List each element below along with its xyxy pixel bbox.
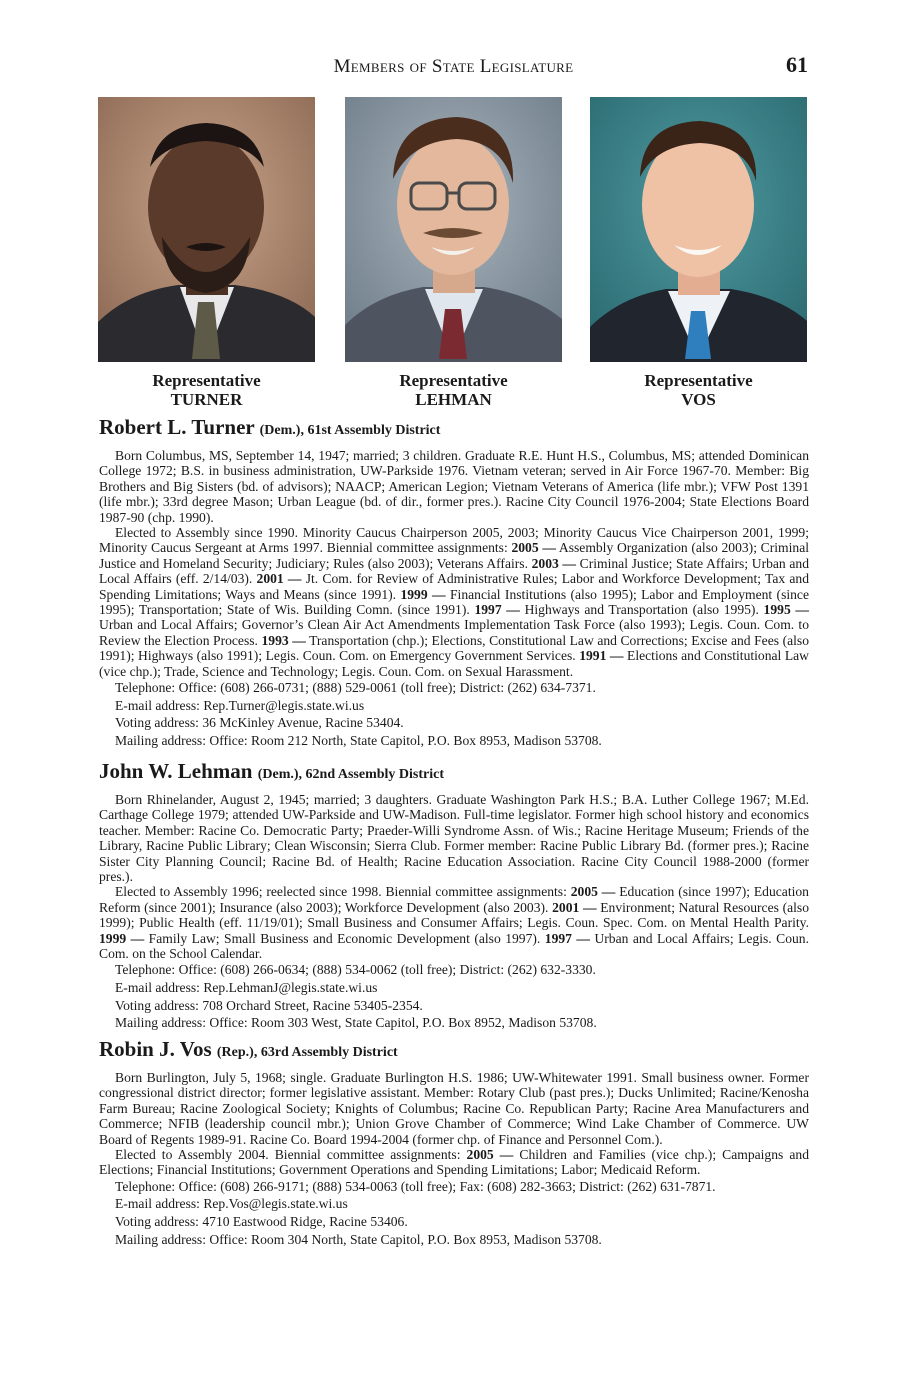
mailing-address-line: Mailing address: Office: Room 303 West, State Capitol, P.O. Box 8952, Madison 53708. [115,1015,597,1031]
bio-personal-paragraph: Born Columbus, MS, September 14, 1947; married; 3 children. Graduate R.E. Hunt H.S., Columbus, MS; attended Dominican College 1972; B.S. in business administration, UW-Parkside 1976. Vietnam veteran; served in Air Force 1967-70. Member: Big Brothers and Big Sisters (bd. of advisors); NAACP; American Legion; Vietnam Veterans of America (life mbr.); VFW Post 1391 (life mbr.); 33rd degree Mason; Urban League (bd. of dir., former pres.). Racine City Council 1976-2004; State Elections Board 1987-90 (chp. 1990). [99,448,809,525]
caption-title: Representative [399,371,508,390]
portrait-photo-lehman [345,97,562,362]
page-number: 61 [786,52,808,77]
photo-caption-lehman [345,371,562,409]
session-year-label: 1997 — [544,930,590,946]
telephone-line: Telephone: Office: (608) 266-9171; (888) 534-0063 (toll free); Fax: (608) 282-3663; District: (262) 631-7871. [115,1178,716,1194]
caption-title: Representative [644,371,753,390]
bio-legislative-paragraph: Elected to Assembly 1996; reelected since 1998. Biennial committee assignments: 2005 — Education (since 1997); Education Reform (since 2001); Insurance (also 2003); Workforce Development (also 2003). 2001 — Environment; Natural Resources (also 1999); Public Health (eff. 11/19/01); Small Business and Consumer Affairs; Legis. Coun. Spec. Com. on Mental Health Parity. 1999 — Family Law; Small Business and Economic Development (also 1997). 1997 — Urban and Local Affairs; Legis. Coun. Com. on the School Calendar. [99,884,810,962]
bio-personal-paragraph: Born Burlington, July 5, 1968; single. Graduate Burlington H.S. 1986; UW-Whitewater 1991. Small business owner. Former congressional district director; former legislative assistant. Member: Rotary Club (past pres.); Ducks Unlimited; Racine/Kenosha Farm Bureau; Racine Zoological Society; Knights of Columbus; Racine Co. Republican Party; Racine Area Manufacturers and Commerce; NFIB (leadership council mbr.); Union Grove Chamber of Commerce; Wind Lake Chamber of Commerce. UW Board of Regents 1989-91. Racine Co. Board 1994-2004 (former chp. of Finance and Personnel Com.). [99,1070,809,1147]
bio-heading [99,1036,809,1066]
email-line: E-mail address: Rep.LehmanJ@legis.state.wi.us [115,980,378,996]
session-year-label: 2005 — [466,1147,514,1163]
email-line: E-mail address: Rep.Turner@legis.state.wi.us [115,697,365,713]
member-name: Robert L. Turner [99,415,255,439]
session-year-label: 1991 — [579,648,624,664]
session-year-label: 2003 — [531,555,577,571]
photo-caption-vos [590,371,807,409]
session-year-label: 2005 — [570,884,616,900]
bio-personal-paragraph: Born Rhinelander, August 2, 1945; married; 3 daughters. Graduate Washington Park H.S.; B.A. Luther College 1967; M.Ed. Carthage College 1979; attended UW-Parkside and UW-Madison. Full-time legislator. Former high school history and economics teacher. Member: Racine Co. Democratic Party; Praeder-Willi Syndrome Assn. of Wis.; Racine Heritage Museum; Friends of the Library, Racine Public Library; Clean Wisconsin; Sierra Club. Former member: Racine Public Library Bd. (former pres.); Racine Sister City Planning Council; Racine Bd. of Health; Racine Education Association. Racine City Council 1988-2000 (former pres.). [99,792,809,885]
caption-name: VOS [681,390,716,409]
caption-title: Representative [152,371,261,390]
session-year-label: 2005 — [511,540,556,556]
member-affiliation: (Dem.), 62nd Assembly District [257,767,444,782]
session-year-label: 2001 — [256,571,302,587]
voting-address-line: Voting address: 36 McKinley Avenue, Racine 53404. [115,715,404,731]
bio-heading [99,414,809,444]
photo-caption-turner [98,371,315,409]
bio-section-lehman [99,758,809,1032]
telephone-line: Telephone: Office: (608) 266-0731; (888) 529-0061 (toll free); District: (262) 634-7371. [115,680,596,696]
telephone-line: Telephone: Office: (608) 266-0634; (888) 534-0062 (toll free); District: (262) 632-3330. [115,962,596,978]
voting-address-line: Voting address: 4710 Eastwood Ridge, Racine 53406. [115,1214,408,1230]
caption-name: TURNER [170,390,243,409]
mailing-address-line: Mailing address: Office: Room 212 North, State Capitol, P.O. Box 8953, Madison 53708. [115,732,602,748]
session-year-label: 2001 — [552,899,597,915]
session-year-label: 1999 — [99,930,145,946]
mailing-address-line: Mailing address: Office: Room 304 North, State Capitol, P.O. Box 8953, Madison 53708. [115,1231,602,1247]
portrait-photo-turner [98,97,315,362]
voting-address-line: Voting address: 708 Orchard Street, Racine 53405-2354. [115,997,423,1013]
member-name: John W. Lehman [99,759,253,783]
member-affiliation: (Dem.), 61st Assembly District [259,423,441,438]
member-name: Robin J. Vos [99,1037,212,1061]
session-year-label: 1995 — [763,602,810,618]
bio-section-vos [99,1036,809,1248]
bio-section-turner [99,414,809,749]
email-line: E-mail address: Rep.Vos@legis.state.wi.us [115,1196,348,1212]
session-year-label: 1999 — [400,586,446,602]
bio-legislative-paragraph: Elected to Assembly since 1990. Minority Caucus Chairperson 2005, 2003; Minority Caucus Vice Chairperson 2001, 1999; Minority Caucus Sergeant at Arms 1997. Biennial committee assignments: 2005 — Assembly Organization (also 2003); Criminal Justice and Homeland Security; Judiciary; Rules (also 2003); Veterans Affairs. 2003 — Criminal Justice; State Affairs; Urban and Local Affairs (eff. 2/14/03). 2001 — Jt. Com. for Review of Administrative Rules; Labor and Workforce Development; Tax and Spending Limitations; Ways and Means (since 1991). 1999 — Financial Institutions (also 1995); Labor and Employment (since 1995); Transportation; State of Wis. Building Comn. (since 1991). 1997 — Highways and Transportation (also 1995). 1995 — Urban and Local Affairs; Governor’s Clean Air Act Amendments Implementation Task Force (also 1993); Legis. Coun. Com. to Review the Election Process. 1993 — Transportation (chp.); Elections, Constitutional Law and Corrections; Excise and Fees (also 1991); Highways (also 1991); Legis. Coun. Com. on Emergency Government Services. 1991 — Elections and Constitutional Law (vice chp.); Trade, Science and Technology; Legis. Coun. Com. on Sexual Harassment. [99,525,810,679]
bio-heading [99,758,809,788]
member-affiliation: (Rep.), 63rd Assembly District [216,1045,398,1060]
session-year-label: 1997 — [474,602,520,618]
session-year-label: 1993 — [261,632,306,648]
bio-legislative-paragraph: Elected to Assembly 2004. Biennial committee assignments: 2005 — Children and Families (vice chp.); Campaigns and Elections; Financial Institutions; Government Operations and Spending Limitations; Labor; Medicaid Reform. [99,1147,809,1178]
running-header: Members of State Legislature [333,56,574,77]
caption-name: LEHMAN [415,390,492,409]
portrait-photo-vos [590,97,807,362]
